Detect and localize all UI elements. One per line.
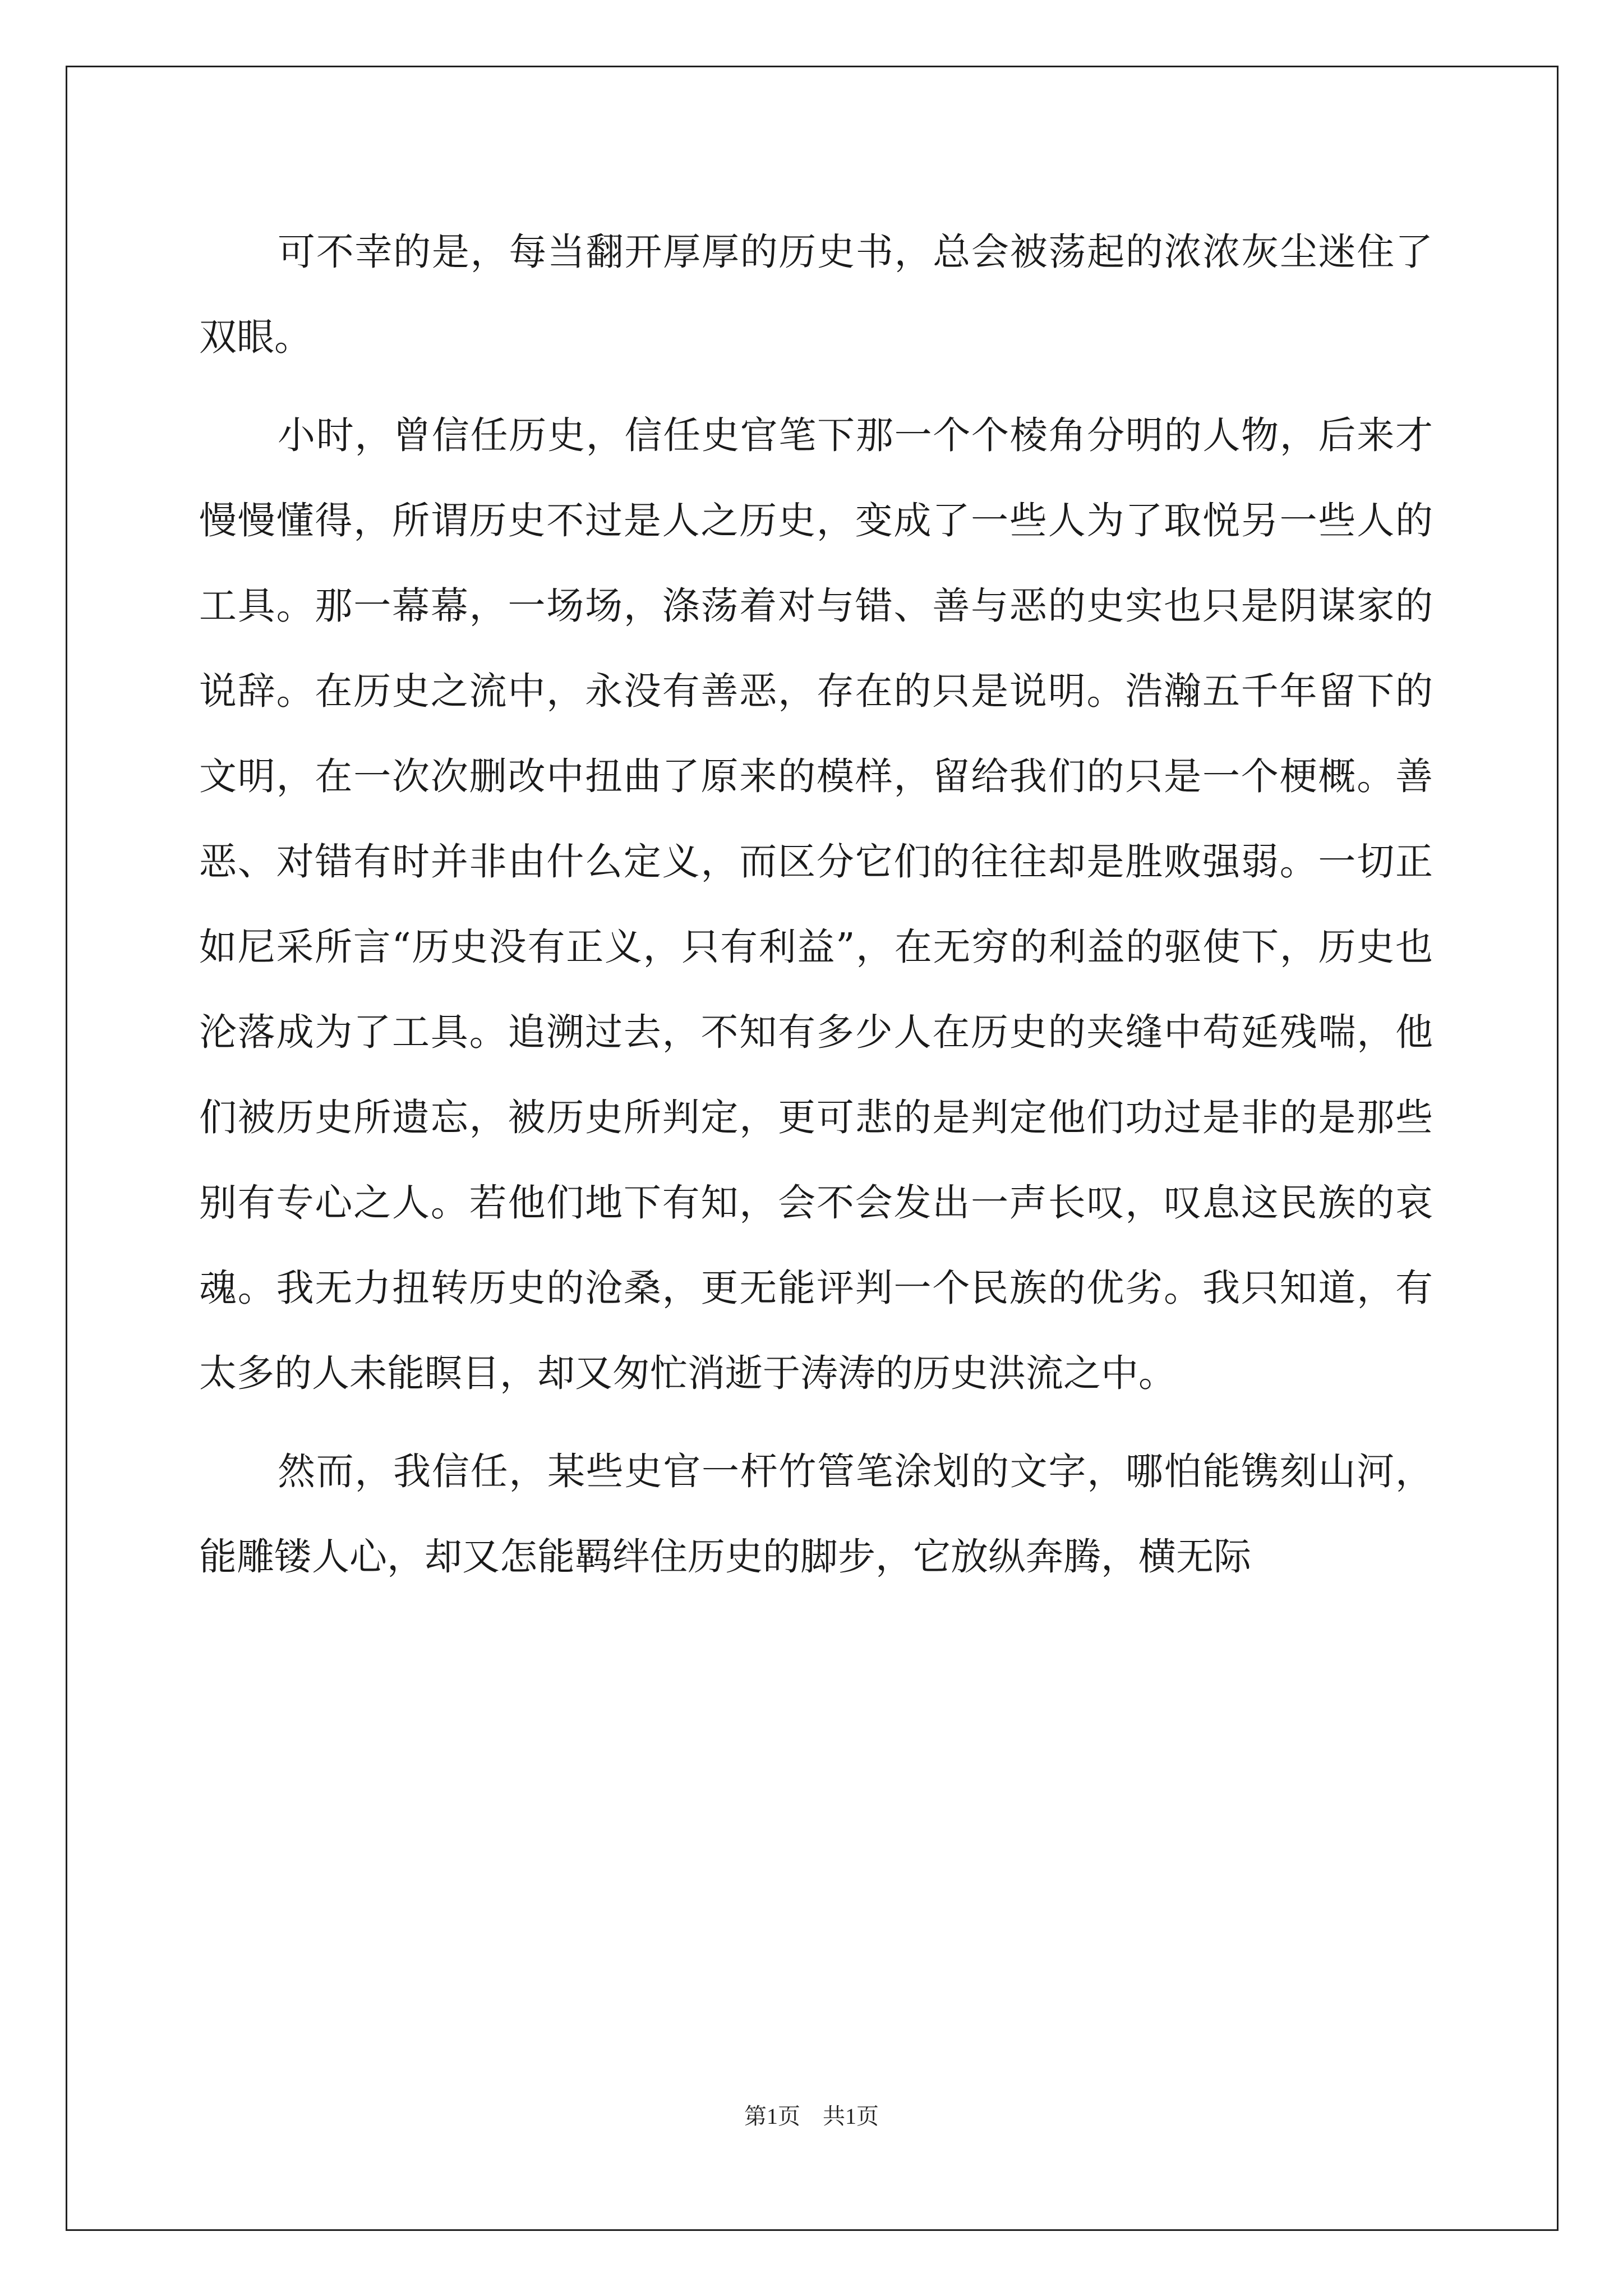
document-body (199, 209, 1433, 1612)
paragraph-1: 可不幸的是，每当翻开厚厚的历史书，总会被荡起的浓浓灰尘迷住了双眼。 (199, 230, 1433, 359)
paragraph-3: 然而，我信任，某些史官一杆竹管笔涂划的文字，哪怕能镌刻山河，能雕镂人心，却又怎能羁绊住历史的脚步，它放纵奔腾，横无际 (199, 1450, 1433, 1579)
page-footer: 第1页 共1页 (744, 2104, 879, 2129)
paragraph-2: 小时，曾信任历史，信任史官笔下那一个个棱角分明的人物，后来才慢慢懂得，所谓历史不过是人之历史，变成了一些人为了取悦另一些人的工具。那一幕幕，一场场，涤荡着对与错、善与恶的史实也只是阴谋家的说辞。在历史之流中，永没有善恶，存在的只是说明。浩瀚五千年留下的文明，在一次次删改中扭曲了原来的模样，留给我们的只是一个梗概。善恶、对错有时并非由什么定义，而区分它们的往往却是胜败强弱。一切正如尼采所言“历史没有正义，只有利益”，在无穷的利益的驱使下，历史也沦落成为了工具。追溯过去，不知有多少人在历史的夹缝中苟延残喘，他们被历史所遗忘，被历史所判定，更可悲的是判定他们功过是非的是那些别有专心之人。若他们地下有知，会不会发出一声长叹，叹息这民族的哀魂。我无力扭转历史的沧桑，更无能评判一个民族的优劣。我只知道，有太多的人未能瞑目，却又匆忙消逝于涛涛的历史洪流之中。 (199, 413, 1433, 1395)
